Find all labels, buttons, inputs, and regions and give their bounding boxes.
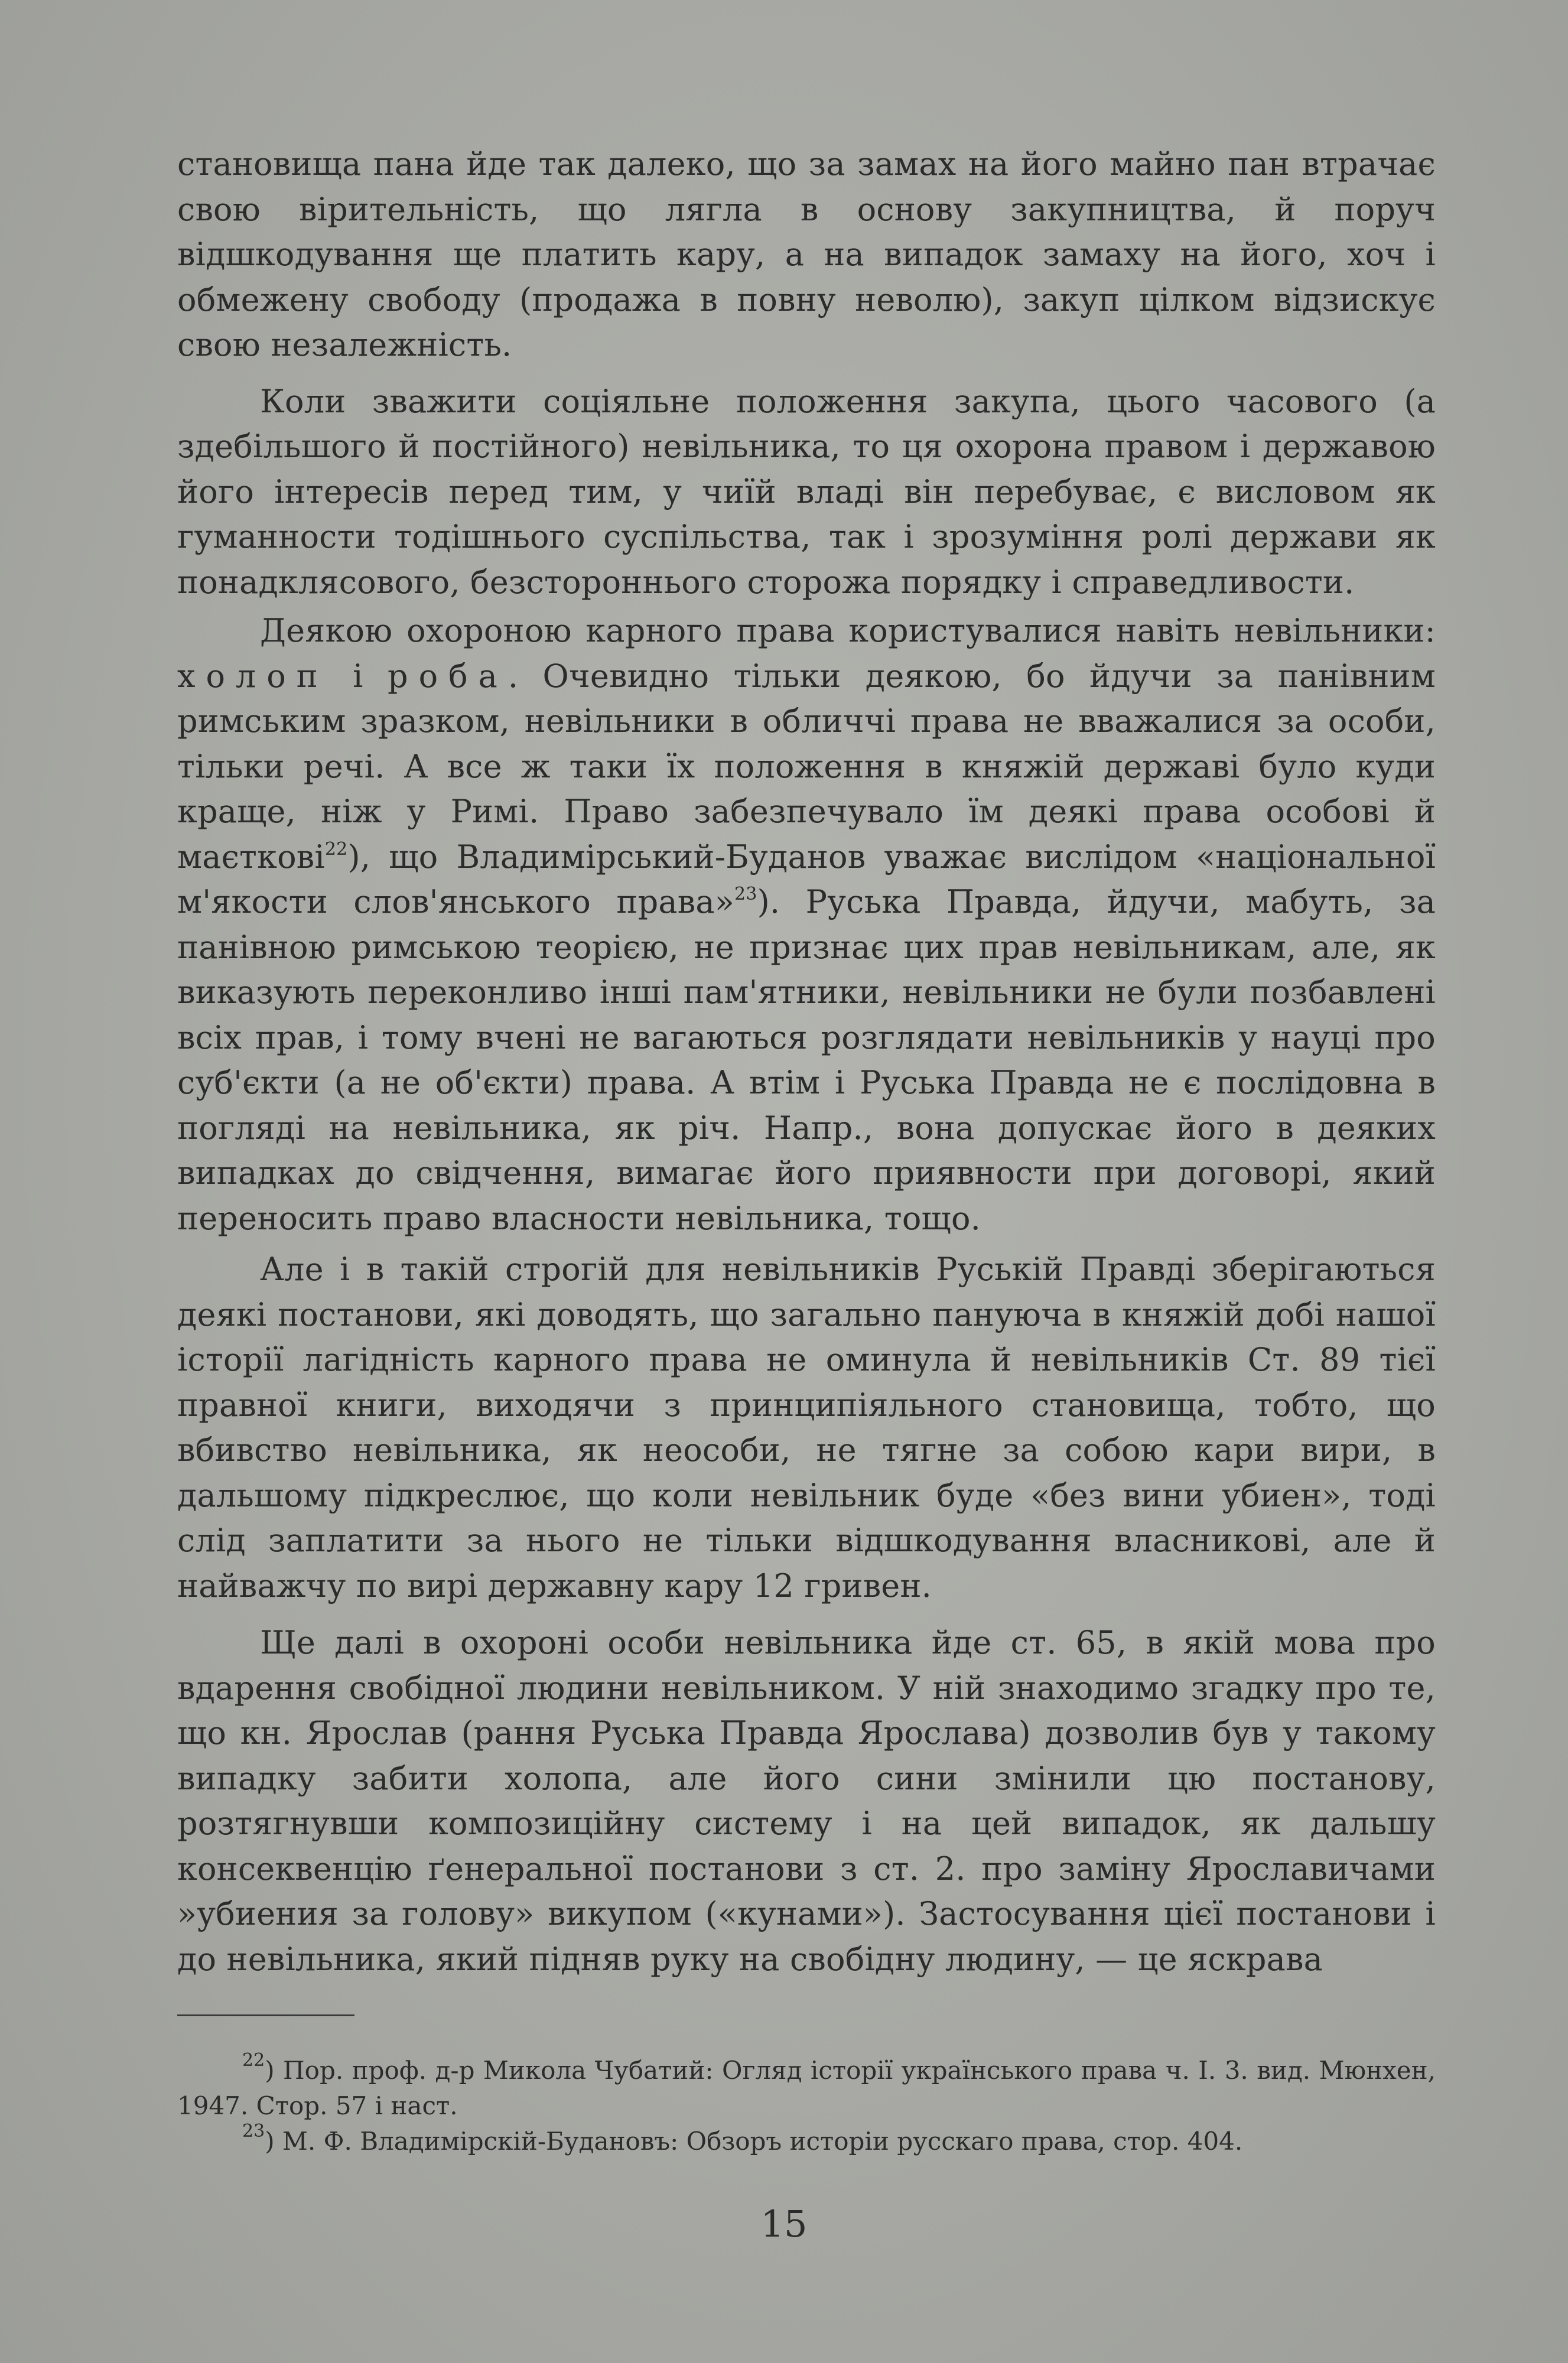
paragraph-slaves-protection [177, 608, 1436, 1241]
footnote-text: ) Пор. проф. д-р Микола Чубатий: Огляд історії українського права ч. I. 3. вид. Мюнхен, 1947. Стор. 57 і наст. [177, 2056, 1436, 2120]
footnote-text: ) М. Ф. Владимірскій-Будановъ: Обзоръ исторіи русскаго права, стор. 404. [265, 2127, 1243, 2156]
footnotes [177, 2050, 1436, 2159]
main-text [177, 142, 1436, 1982]
paragraph-text-segment: ), що Владимірський-Буданов уважає вислідом «національної м'якости слов'янського права» [177, 838, 1436, 920]
paragraph-article-89: Але і в такій строгій для невільників Руській Правді зберігаються деякі постанови, які доводять, що загально пануюча в княжій добі нашої історії лагідність карного права не оминула й невільників Ст. 89 тієї правної книги, виходячи з принципіяльного становища, тобто, що вбивство невільника, як неособи, не тягне за собою кари вири, в дальшому підкреслює, що коли невільник буде «без вини убиен», тоді слід заплатити за нього не тільки відшкодування власникові, але й найважчу по вирі державну кару 12 гривен. [177, 1251, 1436, 1604]
paragraph-article-65: Ще далі в охороні особи невільника йде ст. 65, в якій мова про вдарення свобідної людини невільником. У ній знаходимо згадку про те, що кн. Ярослав (рання Руська Правда Ярослава) дозволив був у такому випадку забити холопа, але його сини змінили цю постанову, розтягнувши композиційну систему і на цей випадок, як дальшу консеквенцію ґенеральної постанови з ст. 2. про заміну Ярославичами »убиения за голову» викупом («кунами»). Застосування цієї постанови і до невільника, який підняв руку на свобідну людину, — це яскрава [177, 1624, 1436, 1978]
spaced-term-kholop: холоп [177, 657, 328, 695]
paragraph-text-segment: . Очевидно тільки деякою, бо йдучи за панівним римським зразком, невільники в обличчі права не вважалися за особи, тільки речі. А все ж таки їх положення в княжій державі було куди краще, ніж у Римі. Право забезпечувало їм деякі права особові й маєткові [177, 657, 1436, 875]
footnote-ref-23[interactable]: 23 [734, 884, 757, 904]
page-number: 15 [760, 2202, 808, 2245]
footnote-marker: 23 [242, 2121, 265, 2141]
paragraph-continuation: становища пана йде так далеко, що за замах на його майно пан втрачає свою вірительність, що лягла в основу закупництва, й поруч відшкодування ще платить кару, а на випадок замаху на його, хоч і обмежену свободу (продажа в повну неволю), закуп цілком відзискує свою незалежність. [177, 145, 1436, 363]
paragraph-text-segment: ). Руська Правда, йдучи, мабуть, за панівною римською теорією, не признає цих прав невільникам, але, як виказують переконливо інші пам'ятники, невільники не були позбавлені всіх прав, і тому вчені не вагаються розглядати невільників у науці про суб'єкти (а не об'єкти) права. А втім і Руська Правда не є послідовна в погляді на невільника, як річ. Напр., вона допускає його в деяких випадках до свідчення, вимагає його приявности при договорі, який переносить право власности невільника, тощо. [177, 883, 1436, 1237]
paragraph-text-segment: Деякою охороною карного права користувалися навіть невільники: [260, 612, 1436, 649]
conjunction-text: і [328, 657, 388, 695]
footnote-divider [177, 2014, 354, 2016]
footnote-ref-22[interactable]: 22 [324, 838, 348, 860]
footnote-marker: 22 [242, 2050, 265, 2071]
spaced-term-roba: роба [388, 657, 508, 695]
paragraph-zakup-position: Коли зважити соціяльне положення закупа, цього часового (а здебільшого й постійного) невільника, то ця охорона правом і державою його інтересів перед тим, у чиїй владі він перебуває, є висловом як гуманности тодішнього суспільства, так і зрозуміння ролі держави як понадклясового, безстороннього сторожа порядку і справедливости. [177, 382, 1436, 601]
footnote-23 [177, 2121, 1436, 2159]
footnote-22 [177, 2050, 1436, 2124]
